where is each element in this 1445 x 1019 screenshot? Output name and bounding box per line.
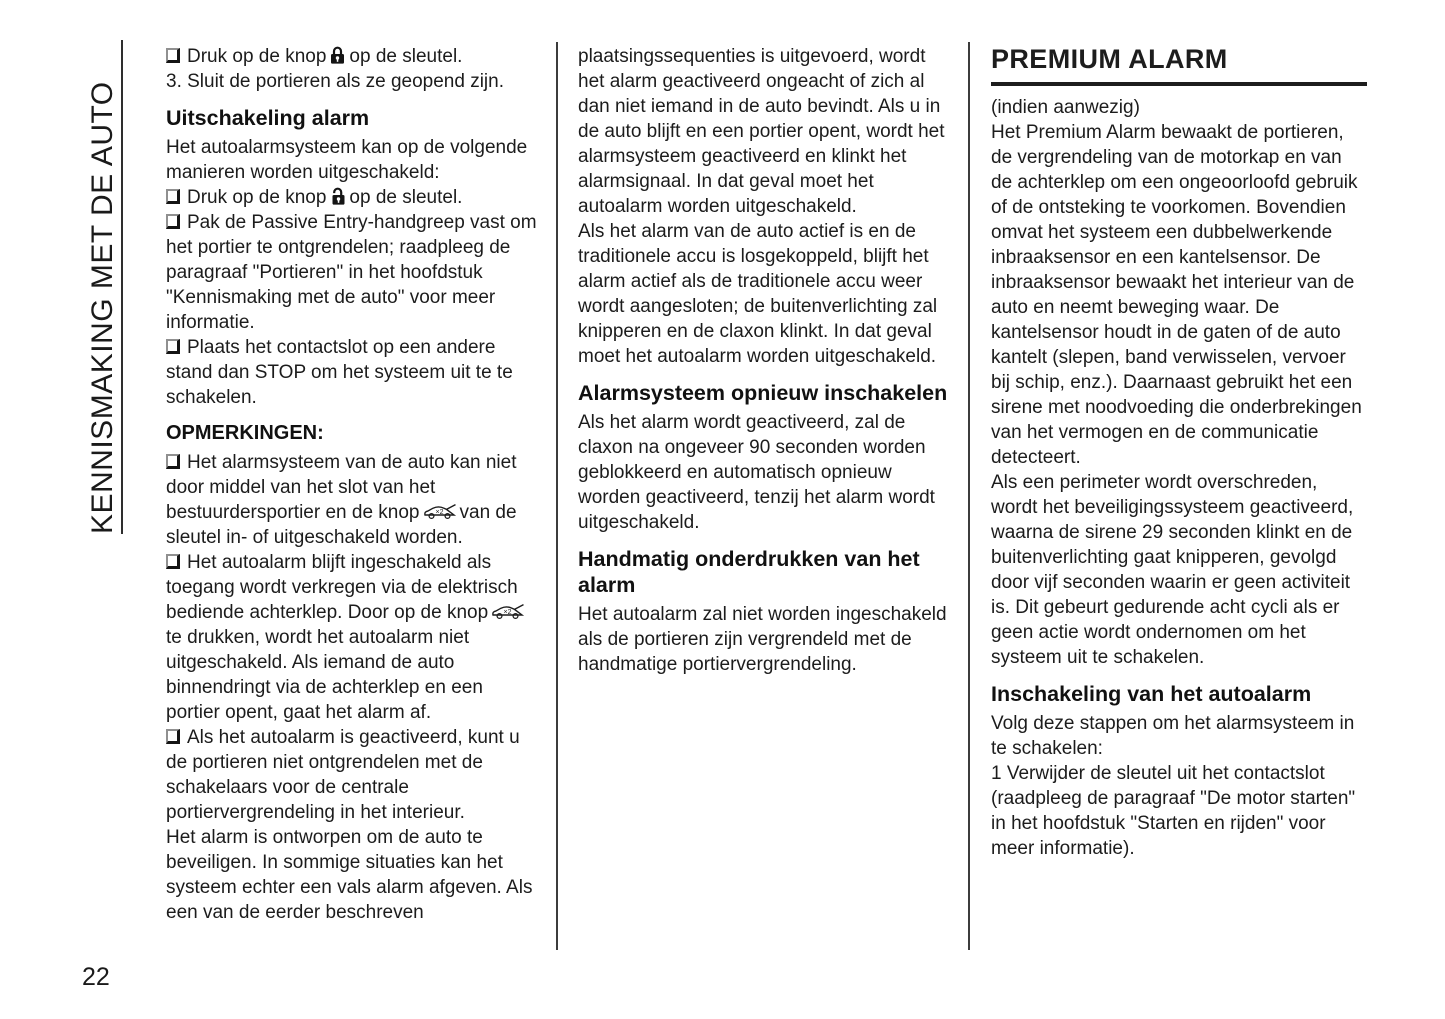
chapter-title-vertical: KENNISMAKING MET DE AUTO [86,81,119,534]
list-item [166,335,542,410]
paragraph: Het autoalarm zal niet worden ingeschakeld als de portieren zijn vergrendeld met de handmatige portiervergrendeling. [578,604,947,675]
liftgate-button-icon [423,503,457,520]
square-bullet-icon [166,214,180,229]
svg-text:×2: ×2 [435,509,443,516]
list-item-text: te drukken, wordt het autoalarm niet uitgeschakeld. Als iemand de auto binnendringt via de achterklep en een portier opent, gaat het alarm af. [166,627,483,723]
list-item-text: op de sleutel. [349,46,463,67]
paragraph: (indien aanwezig) [991,97,1140,118]
paragraph: Als het alarm van de auto actief is en de traditionele accu is losgekoppeld, blijft het alarm actief als de traditionele accu weer wordt aangesloten; de buitenverlichting zal knipperen en de claxon klinkt. In dat geval moet het autoalarm worden uitgeschakeld. [578,221,938,367]
square-bullet-icon [166,339,180,354]
paragraph: Het autoalarmsysteem kan op de volgende manieren worden uitgeschakeld: [166,137,528,183]
list-item-text: Het autoalarm blijft ingeschakeld als toegang wordt verkregen via de elektrisch bediende achterklep. Door op de knop [166,552,518,623]
paragraph: plaatsingssequenties is uitgevoerd, wordt het alarm geactiveerd ongeacht of zich al dan niet iemand in de auto bevindt. Als u in de auto blijft en een portier opent, wordt het alarmsysteem geactiveerd en klinkt het alarmsignaal. In dat geval moet het autoalarm worden uitgeschakeld. [578,46,945,217]
main-heading: PREMIUM ALARM [991,44,1367,86]
column-1 [166,44,542,925]
paragraph: Volg deze stappen om het alarmsysteem in te schakelen: [991,713,1355,759]
list-item [166,725,542,825]
lock-open-icon [329,186,346,206]
list-item-text: Pak de Passive Entry-handgreep vast om het portier te ontgrendelen; raadpleeg de paragraaf "Portieren" in het hoofdstuk "Kennismaking met de auto" voor meer informatie. [166,212,537,333]
lock-closed-icon [329,45,346,65]
column-separator-1 [556,42,558,950]
paragraph: Als het alarm wordt geactiveerd, zal de claxon na ongeveer 90 seconden worden geblokkeerd en automatisch opnieuw worden geactiveerd, tenzij het alarm wordt uitgeschakeld. [578,412,935,533]
list-item-text: Het alarmsysteem van de auto kan niet door middel van het slot van het bestuurdersportier en de knop [166,452,517,523]
column-2 [578,44,954,677]
column-separator-2 [968,42,970,950]
list-item [166,185,542,210]
chapter-title-rule [121,40,123,534]
list-item-text: Plaats het contactslot op een andere stand dan STOP om het systeem uit te te schakelen. [166,337,513,408]
list-item-text: Druk op de knop [187,46,327,67]
square-bullet-icon [166,189,180,204]
square-bullet-icon [166,454,180,469]
list-item-text: Als het autoalarm is geactiveerd, kunt u de portieren niet ontgrendelen met de schakelaars voor de centrale portiervergrendeling in het interieur. [166,727,520,823]
section-heading: Alarmsysteem opnieuw inschakelen [578,381,948,405]
square-bullet-icon [166,729,180,744]
liftgate-button-icon [491,603,525,620]
list-item [166,550,542,725]
paragraph: 1 Verwijder de sleutel uit het contactslot (raadpleeg de paragraaf "De motor starten" in het hoofdstuk "Starten en rijden" voor meer informatie). [991,763,1356,859]
list-item [166,450,542,550]
numbered-step: 3. Sluit de portieren als ze geopend zijn. [166,71,504,92]
paragraph: Het Premium Alarm bewaakt de portieren, de vergrendeling van de motorkap en van de achterklep om een ongeoorloofd gebruik of de ontsteking te voorkomen. Bovendien omvat het systeem een dubbelwerkende inbraaksensor en een kantelsensor. De inbraaksensor bewaakt het interieur van de auto en neemt beweging waar. De kantelsensor houdt in de gaten of de auto kantelt (slepen, band verwisselen, vervoer bij schip, enz.). Daarnaast gebruikt het een sirene met noodvoeding die onderbrekingen van het vermogen en de communicatie detecteert. [991,122,1362,468]
list-item-text: van de sleutel in- of uitgeschakeld worden. [166,502,517,548]
paragraph: Als een perimeter wordt overschreden, wordt het beveiligingssysteem geactiveerd, waarna de sirene 29 seconden klinkt en de buitenverlichting gaat knipperen, gevolgd door vijf seconden waarin er geen activiteit is. Dit gebeurt gedurende acht cycli als er geen actie wordt ondernomen om het systeem uit te schakelen. [991,472,1354,668]
page-number: 22 [82,963,110,991]
list-item [166,210,542,335]
notes-heading: OPMERKINGEN: [166,422,324,444]
section-heading: Uitschakeling alarm [166,106,370,130]
section-heading: Inschakeling van het autoalarm [991,682,1312,706]
section-heading: Handmatig onderdrukken van het alarm [578,547,920,597]
column-3 [991,44,1367,861]
paragraph: Het alarm is ontworpen om de auto te beveiligen. In sommige situaties kan het systeem echter een vals alarm afgeven. Als een van de eerder beschreven [166,827,533,923]
list-item-text: Druk op de knop [187,187,327,208]
list-item-text: op de sleutel. [349,187,463,208]
list-item [166,44,542,69]
svg-text:×2: ×2 [503,609,512,616]
square-bullet-icon [166,48,180,63]
square-bullet-icon [166,554,180,569]
